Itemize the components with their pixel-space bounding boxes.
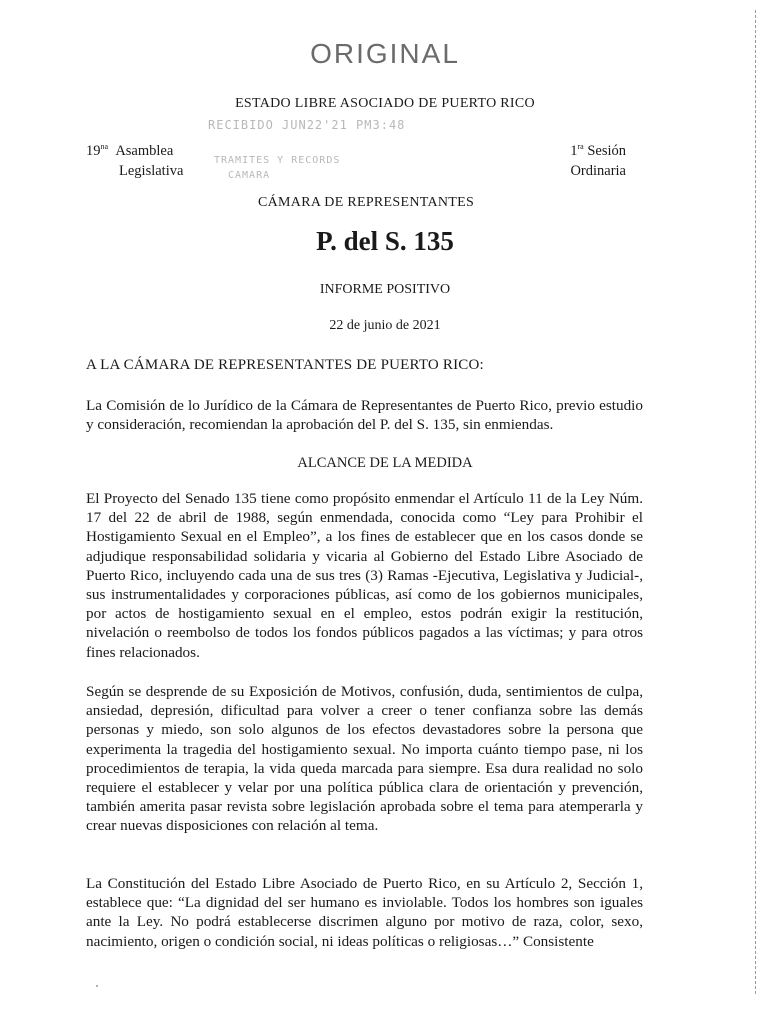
report-date: 22 de junio de 2021 [329,318,441,333]
scan-speck [96,985,98,987]
session-label [570,137,626,181]
scope-paragraph: El Proyecto del Senado 135 tiene como propósito enmendar el Artículo 11 de la Ley Núm. 17 del 22 de abril de 1988, según enmendada, conocida como “Ley para Prohibir el Hostigamiento Sexual en el Empleo”, a los fines de establecer que en los casos donde se adjudique responsabilidad solidaria y vicaria al Gobierno del Estado Libre Asociado de Puerto Rico, incluyendo cada una de sus tres (3) Ramas -Ejecutiva, Legislativa y Judicial-, sus instrumentalidades y corporaciones públicas, así como de los gobiernos municipales, por actos de hostigamiento sexual en el empleo, estos podrán exigir la restitución, nivelación o reembolso de todos los fondos públicos pagados a las víctimas; y para otros fines relacionados. [86,490,643,661]
constitution-paragraph: La Constitución del Estado Libre Asociado de Puerto Rico, en su Artículo 2, Sección 1, establece que: “La dignidad del ser humano es inviolable. Todos los hombres son iguales ante la Ley. No podrá establecerse discrimen alguno por motivo de raza, color, sexo, nacimiento, origen o condición social, ni ideas políticas o religiosas…” Consistente [86,875,643,950]
session-word: Sesión [587,143,626,159]
state-title: ESTADO LIBRE ASOCIADO DE PUERTO RICO [235,96,535,111]
report-type: INFORME POSITIVO [319,282,451,297]
session-ordinal: 1 [570,143,578,159]
bill-number: P. del S. 135 [316,226,454,256]
session-ordinal-suffix: ra [577,142,584,151]
assembly-ordinal: 19 [86,143,101,159]
assembly-line2: Legislativa [119,163,184,179]
house-title: CÁMARA DE REPRESENTANTES [258,195,475,210]
assembly-word: Asamblea [115,143,174,159]
intro-paragraph: La Comisión de lo Jurídico de la Cámara de Representantes de Puerto Rico, previo estudio y consideración, recomiendan la aprobación del P. del S. 135, sin enmiendas. [86,397,643,434]
received-stamp-time: RECIBIDO JUN22'21 PM3:48 [208,118,406,132]
addressee: A LA CÁMARA DE REPRESENTANTES DE PUERTO RICO: [86,357,484,373]
received-stamp-chamber: CAMARA [228,170,271,181]
assembly-label [86,137,183,181]
original-stamp: ORIGINAL [310,38,460,69]
assembly-ordinal-suffix: na [100,142,109,151]
motives-paragraph: Según se desprende de su Exposición de Motivos, confusión, duda, sentimientos de culpa, ansiedad, depresión, dificultad para volver a creer o tener confianza sobre las demás personas y miedo, son solo algunos de los efectos devastadores sobre la persona que experimenta la tragedia del hostigamiento sexual. No importa cuánto tiempo pase, ni los procedimientos de terapia, la vida queda marcada para siempre. Esa dura realidad no solo requiere el establecer y velar por una política pública clara de orientación y prevención, también amerita pasar revista sobre legislación aprobada sobre el tema para atemperarla y crear nuevas disposiciones con relación al tema. [86,683,643,835]
received-stamp-office: TRAMITES Y RECORDS [214,155,341,166]
section-heading: ALCANCE DE LA MEDIDA [297,455,473,471]
scan-edge-line [755,10,756,994]
session-line2: Ordinaria [570,163,626,179]
